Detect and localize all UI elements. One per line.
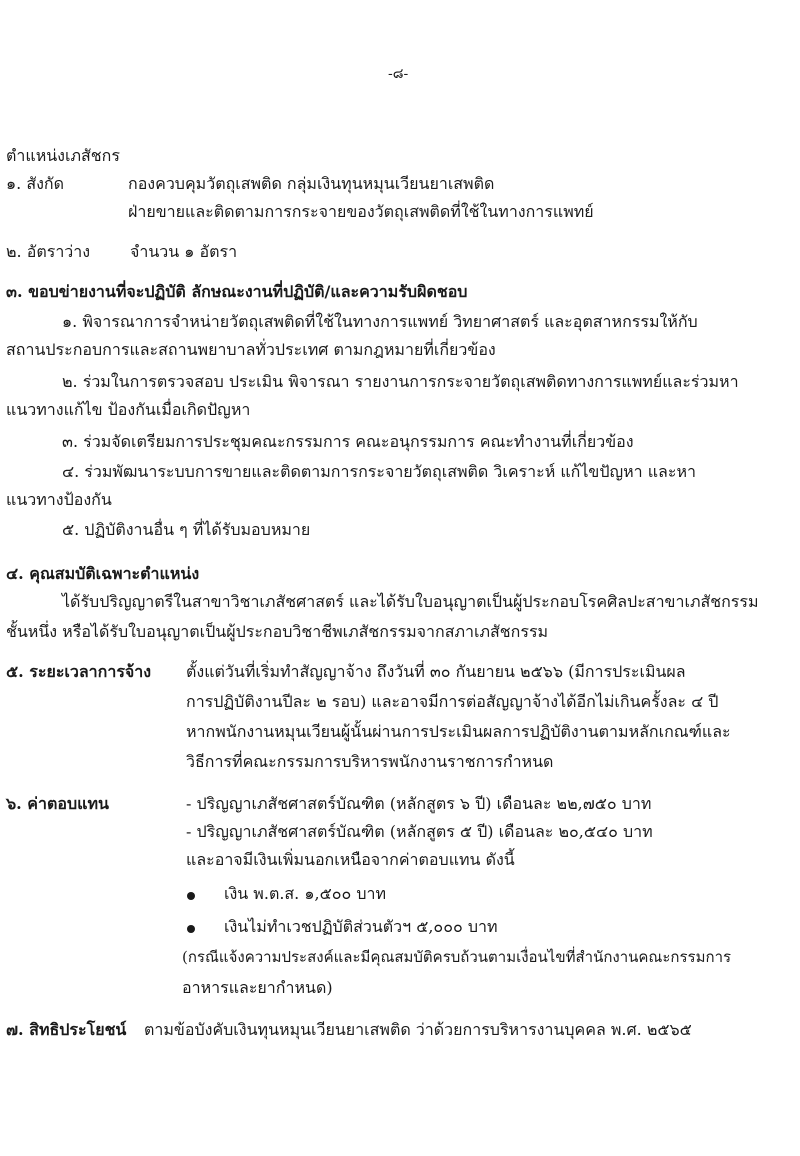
qualifications-line-2: ชั้นหนึ่ง หรือได้รับใบอนุญาตเป็นผู้ประกอบวิชาชีพเภสัชกรรมจากสภาเภสัชกรรม <box>6 622 549 641</box>
allowance-2: เงินไม่ทำเวชปฏิบัติส่วนตัวฯ ๕,๐๐๐ บาท <box>224 917 498 936</box>
benefits-label: ๗. สิทธิประโยชน์ <box>6 1020 127 1039</box>
duty-3: ๓. ร่วมจัดเตรียมการประชุมคณะกรรมการ คณะอนุกรรมการ คณะทำงานที่เกี่ยวข้อง <box>62 432 634 451</box>
affiliation-line-2: ฝ่ายขายและติดตามการกระจายของวัตถุเสพติดที่ใช้ในทางการแพทย์ <box>128 202 594 221</box>
duty-2-line-2: แนวทางแก้ไข ป้องกันเมื่อเกิดปัญหา <box>6 400 251 419</box>
duty-5: ๕. ปฏิบัติงานอื่น ๆ ที่ได้รับมอบหมาย <box>62 520 311 539</box>
affiliation-label: ๑. สังกัด <box>6 174 64 193</box>
compensation-label: ๖. ค่าตอบแทน <box>6 794 109 813</box>
compensation-line-3: และอาจมีเงินเพิ่มนอกเหนือจากค่าตอบแทน ดังนี้ <box>186 850 515 869</box>
duty-1-line-1: ๑. พิจารณาการจำหน่ายวัตถุเสพติดที่ใช้ในทางการแพทย์ วิทยาศาสตร์ และอุตสาหกรรมให้กับ <box>62 312 698 331</box>
compensation-note-line-2: อาหารและยากำหนด) <box>182 978 333 997</box>
employment-period-label: ๕. ระยะเวลาการจ้าง <box>6 662 152 681</box>
bullet-icon <box>187 925 195 933</box>
duties-heading: ๓. ขอบข่ายงานที่จะปฏิบัติ ลักษณะงานที่ปฏิบัติ/และความรับผิดชอบ <box>6 282 468 301</box>
affiliation-line-1: กองควบคุมวัตถุเสพติด กลุ่มเงินทุนหมุนเวียนยาเสพติด <box>128 174 495 193</box>
qualifications-heading: ๔. คุณสมบัติเฉพาะตำแหน่ง <box>6 564 200 583</box>
benefits-text: ตามข้อบังคับเงินทุนหมุนเวียนยาเสพติด ว่าด้วยการบริหารงานบุคคล พ.ศ. ๒๕๖๕ <box>144 1020 692 1039</box>
duty-1-line-2: สถานประกอบการและสถานพยาบาลทั่วประเทศ ตามกฎหมายที่เกี่ยวข้อง <box>6 340 496 359</box>
employment-period-line-2: การปฏิบัติงานปีละ ๒ รอบ) และอาจมีการต่อสัญญาจ้างได้อีกไม่เกินครั้งละ ๔ ปี <box>186 692 719 711</box>
allowance-1: เงิน พ.ต.ส. ๑,๕๐๐ บาท <box>224 884 387 903</box>
duty-4-line-2: แนวทางป้องกัน <box>6 490 112 509</box>
employment-period-line-3: หากพนักงานหมุนเวียนผู้นั้นผ่านการประเมินผลการปฏิบัติงานตามหลักเกณฑ์และ <box>186 722 731 741</box>
vacancy-label: ๒. อัตราว่าง <box>6 242 91 261</box>
page-number: -๘- <box>388 66 409 82</box>
vacancy-text: จำนวน ๑ อัตรา <box>130 242 238 261</box>
qualifications-line-1: ได้รับปริญญาตรีในสาขาวิชาเภสัชศาสตร์ และได้รับใบอนุญาตเป็นผู้ประกอบโรคศิลปะสาขาเภสัชกรรม <box>62 592 759 611</box>
duty-2-line-1: ๒. ร่วมในการตรวจสอบ ประเมิน พิจารณา รายงานการกระจายวัตถุเสพติดทางการแพทย์และร่วมหา <box>62 372 739 391</box>
compensation-note-line-1: (กรณีแจ้งความประสงค์และมีคุณสมบัติครบถ้วนตามเงื่อนไขที่สำนักงานคณะกรรมการ <box>182 948 732 966</box>
employment-period-line-4: วิธีการที่คณะกรรมการบริหารพนักงานราชการกำหนด <box>186 752 554 771</box>
compensation-line-1: - ปริญญาเภสัชศาสตร์บัณฑิต (หลักสูตร ๖ ปี) เดือนละ ๒๒,๗๕๐ บาท <box>186 794 652 813</box>
duty-4-line-1: ๔. ร่วมพัฒนาระบบการขายและติดตามการกระจายวัตถุเสพติด วิเคราะห์ แก้ไขปัญหา และหา <box>62 462 696 481</box>
employment-period-line-1: ตั้งแต่วันที่เริ่มทำสัญญาจ้าง ถึงวันที่ ๓๐ กันยายน ๒๕๖๖ (มีการประเมินผล <box>186 662 686 681</box>
bullet-icon <box>187 892 195 900</box>
compensation-line-2: - ปริญญาเภสัชศาสตร์บัณฑิต (หลักสูตร ๕ ปี) เดือนละ ๒๐,๕๔๐ บาท <box>186 822 653 841</box>
position-title: ตำแหน่งเภสัชกร <box>6 146 120 165</box>
